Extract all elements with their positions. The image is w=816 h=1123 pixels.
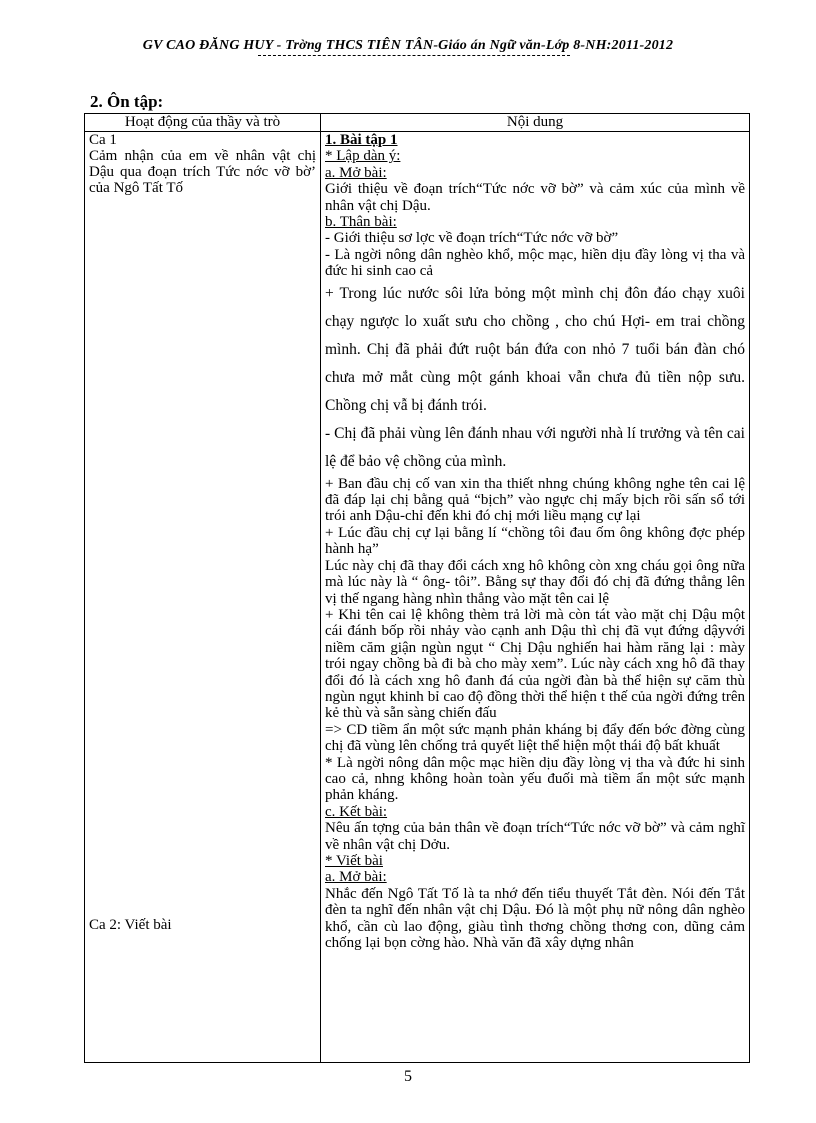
body-point: + Trong lúc nước sôi lửa bỏng một mình chị đôn đáo chạy xuôi chạy ngược lo xuất sưu cho chồng , cho chú Hợi- em trai chồng mình. Chị đã phải đứt ruột bán đứa con nhỏ 7 tuổi bán đàn chó chưa mở mắt cùng một gánh khoai vẫn chưa đủ tiền nộp sưu. Chồng chị vẫ bị đánh trói.	[325, 284, 745, 414]
ca1-task: Cảm nhận của em về nhân vật chị Dậu qua đoạn trích Tức nớc vỡ bờ’ của Ngô Tất Tố	[89, 148, 316, 196]
writing-heading: * Viết bài	[325, 853, 383, 869]
content-cell	[321, 132, 750, 1063]
page-number: 5	[404, 1068, 412, 1085]
intro-text: Giới thiệu về đoạn trích“Tức nớc vỡ bờ” và cảm xúc của mình về nhân vật chị Dậu.	[325, 181, 745, 214]
header-divider	[258, 55, 570, 56]
outline-heading: * Lập dàn ý:	[325, 148, 401, 165]
body-point: * Là ngời nông dân mộc mạc hiền dịu đầy lòng vị tha và đức hi sinh cao cả, nhng không hoàn toàn yếu đuối mà tiềm ẩn một sức mạnh phản kháng.	[325, 754, 745, 804]
ca2-label: Ca 2: Viết bài	[89, 917, 172, 933]
lesson-table	[84, 113, 750, 1063]
column-header-activities: Hoạt động của thầy và trò	[85, 114, 321, 132]
body-point: - Chị đã phải vùng lên đánh nhau với người nhà lí trưởng và tên cai lệ để bảo vệ chồng của mình.	[325, 424, 745, 470]
body-point: Lúc này chị đã thay đổi cách xng hô không còn xng cháu gọi ông nữa mà lúc này là “ ông- tôi”. Bằng sự thay đổi đó chị đã đứng thẳng lên vị thế ngang hàng nhìn thẳng vào mặt tên cai lệ	[325, 557, 745, 607]
body-point: - Giới thiệu sơ lợc về đoạn trích“Tức nớc vỡ bờ”	[325, 230, 619, 247]
conclusion-heading: c. Kết bài:	[325, 803, 388, 820]
body-point: + Khi tên cai lệ không thèm trả lời mà còn tát vào mặt chị Dậu một cái đánh bốp rồi nhảy vào cạnh anh Dậu thì chị đã vụt đứng dậyvới niềm căm giận ngùn ngụt “ Chị Dậu nghiến hai hàm răng lại : mày trói ngay chồng bà đi bà cho mày xem”. Lúc này cách xng hô đã thay đổi đó là cách xng hô đanh đá của ngời đàn bà thể hiện sự căm thù ngùn ngụt khinh bỉ cao độ đồng thời thể hiện t thế của ngời đứng trên kẻ thù và sẵn sàng chiến đấu	[325, 606, 745, 722]
writing-intro-text: Nhắc đến Ngô Tất Tố là ta nhớ đến tiểu thuyết Tắt đèn. Nói đến Tắt đèn ta nghĩ đến nhân vật chị Dậu. Đó là một phụ nữ nông dân nghèo khổ, cần cù lao động, giàu tình thơng chồng thơng con, dũng cảm chống lại bọn cờng hào. Nhà văn đã xây dựng nhân	[325, 885, 745, 952]
conclusion-text: Nêu ấn tợng của bản thân về đoạn trích“Tức nớc vỡ bờ” và cảm nghĩ về nhân vật chị Dởu.	[325, 820, 745, 853]
body-point: + Ban đầu chị cố van xin tha thiết nhng chúng không nghe tên cai lệ đã đáp lại chị bằng quả “bịch” vào ngực chị mấy bịch rồi sấn sổ tới trói anh Dậu-chỉ đến khi đó chị mới liều mạng cự lại	[325, 475, 745, 525]
ca1-label: Ca 1	[89, 132, 117, 148]
column-header-content: Nội dung	[321, 114, 750, 132]
table-header-row	[85, 114, 750, 132]
body-point: + Lúc đầu chị cự lại bằng lí “chồng tôi đau ốm ông không đợc phép hành hạ”	[325, 524, 745, 558]
writing-intro-heading: a. Mở bài:	[325, 869, 387, 886]
body-heading: b. Thân bài:	[325, 214, 397, 231]
table-row	[85, 132, 750, 1063]
intro-heading: a. Mở bài:	[325, 164, 387, 181]
section-heading: 2. Ôn tập:	[90, 92, 164, 111]
body-point: => CD tiềm ẩn một sức mạnh phản kháng bị đẩy đến bớc đờng cùng chị đã vùng lên chống trả quyết liệt thể hiện một thái độ bất khuất	[325, 721, 745, 755]
document-header: GV CAO ĐĂNG HUY - Trờng THCS TIÊN TÂN-Giáo án Ngữ văn-Lớp 8-NH:2011-2012	[142, 38, 674, 53]
exercise-title: 1. Bài tập 1	[325, 132, 398, 148]
body-point: - Là ngời nông dân nghèo khổ, mộc mạc, hiền dịu đầy lòng vị tha và đức hi sinh cao cả	[325, 246, 745, 280]
activities-cell	[85, 132, 321, 1063]
